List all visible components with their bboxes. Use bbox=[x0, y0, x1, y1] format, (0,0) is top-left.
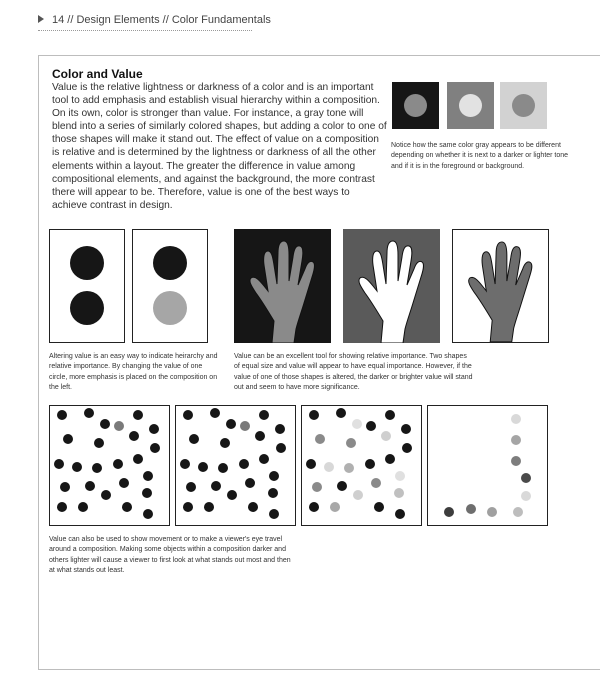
hand-illustration bbox=[343, 229, 440, 343]
section-title: Color and Value bbox=[52, 67, 143, 81]
circle-panel-equal bbox=[49, 229, 125, 343]
breadcrumb: 14 // Design Elements // Color Fundamentals bbox=[52, 14, 271, 26]
section-body: Value is the relative lightness or darkness of a color and is an important tool to add emphasis and establish visual hierarchy within a composition. On its own, color is stronger than value. For instance, a gray tone will blend into a series of similarly colored shapes, but adding a color to one of those shapes will make it stand out. The effect of value on a composition is relative and is determined by the lightness or darkness of all the other elements within a layout. The greater the difference in value among compositional elements, and against the background, the more contrast there will appear to be. Therefore, value is one of the best ways to achieve contrast in design. bbox=[52, 82, 387, 211]
circle-top bbox=[70, 246, 104, 280]
circle-panel-contrast bbox=[132, 229, 208, 343]
hand-illustration bbox=[453, 230, 548, 342]
triangle-arrow-icon bbox=[38, 15, 44, 23]
frame-line-top bbox=[38, 55, 600, 56]
frame-line-left bbox=[38, 55, 39, 669]
swatch-light-bg bbox=[500, 82, 547, 129]
hands-caption: Value can be an excellent tool for showing relative importance. Two shapes of equal size and value will appear to have equal importance. However, if the value of one of those shapes is altered, the darker or brighter value will stand out and seem to have more significance. bbox=[234, 353, 473, 392]
frame-line-bottom bbox=[38, 669, 600, 670]
hand-panel-dark bbox=[234, 229, 331, 343]
swatch-dot bbox=[459, 94, 482, 117]
header-rule bbox=[38, 30, 252, 31]
dots-caption: Value can also be used to show movement or to make a viewer's eye travel around a composition. Making some objects within a composition darker and others lighter will cause a viewer to first look at what stands out most and then at what stands out least. bbox=[49, 536, 291, 575]
hand-panel-light bbox=[452, 229, 549, 343]
circle-bottom bbox=[153, 291, 187, 325]
swatch-dot bbox=[512, 94, 535, 117]
dots-panel-path bbox=[427, 405, 548, 526]
dots-panel-one-gray bbox=[175, 405, 296, 526]
swatch-dark-bg bbox=[392, 82, 439, 129]
swatch-caption: Notice how the same color gray appears to be different depending on whether it is next to a darker or lighter tone and if it is in the foreground or background. bbox=[391, 142, 569, 170]
dots-panel-gradient bbox=[301, 405, 422, 526]
hand-illustration bbox=[234, 229, 331, 343]
swatch-dot bbox=[404, 94, 427, 117]
circle-bottom bbox=[70, 291, 104, 325]
hand-panel-mid bbox=[343, 229, 440, 343]
swatch-mid-bg bbox=[447, 82, 494, 129]
circles-caption: Altering value is an easy way to indicate heirarchy and relative importance. By changing the value of one circle, more emphasis is placed on the composition on the left. bbox=[49, 353, 218, 392]
dots-panel-dark bbox=[49, 405, 170, 526]
running-header bbox=[38, 14, 271, 26]
circle-top bbox=[153, 246, 187, 280]
